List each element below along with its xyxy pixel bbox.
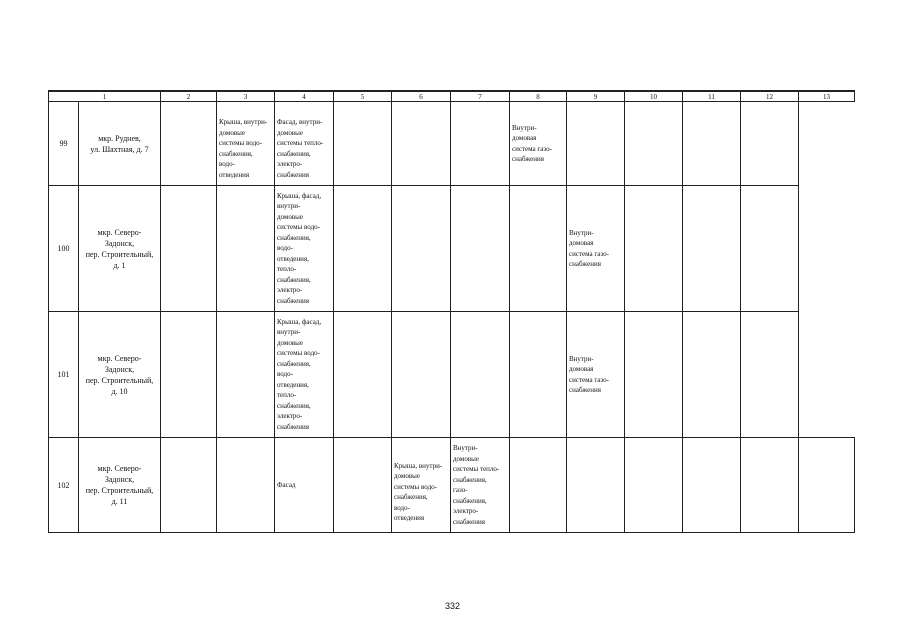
text-line: Внутри- (453, 444, 478, 452)
text-line: д. 10 (111, 386, 128, 396)
empty-cell (567, 438, 625, 533)
text-line: внутри- (277, 202, 301, 211)
text-line: снабжения, (277, 233, 311, 242)
row-number: 100 (49, 186, 79, 312)
header-cell: 5 (334, 91, 392, 102)
text-line: системы водо- (277, 223, 320, 232)
text-line: домовые (394, 472, 420, 480)
empty-cell (161, 312, 217, 438)
text-line: отведения (394, 514, 425, 522)
works-cell (510, 102, 567, 186)
works-cell (275, 102, 334, 186)
text-line: водо- (277, 370, 293, 379)
text-line: снабжения, (277, 401, 311, 410)
text-line: снабжения, (277, 359, 311, 368)
text-line: снабжения, (453, 496, 487, 505)
empty-cell (510, 312, 567, 438)
header-cell: 9 (567, 91, 625, 102)
text-line: домовая (569, 239, 594, 247)
text-line: система газо- (569, 375, 609, 384)
header-row (49, 91, 855, 102)
page-number: 332 (444, 601, 461, 611)
header-cell: 7 (451, 91, 510, 102)
text-line: ул. Шахтная, д. 7 (90, 144, 149, 154)
text-line: электро- (453, 507, 479, 515)
empty-cell (217, 312, 275, 438)
text-line: системы тепло- (277, 139, 324, 147)
empty-cell (161, 102, 217, 186)
empty-cell (334, 312, 392, 438)
empty-cell (392, 186, 451, 312)
text-line: системы тепло- (453, 465, 500, 473)
text-line: д. 11 (111, 497, 128, 506)
empty-cell (567, 102, 625, 186)
text-line: Крыша, внутри- (219, 118, 268, 126)
text-line: Задонск, (104, 238, 135, 248)
empty-cell (161, 438, 217, 533)
text-line: система газо- (512, 144, 552, 153)
text-line: водо- (219, 160, 235, 168)
text-line: тепло- (277, 265, 297, 274)
empty-cell (392, 312, 451, 438)
text-line: Крыша, фасад, (277, 317, 322, 326)
text-line: снабжения (569, 260, 601, 268)
empty-cell (625, 186, 683, 312)
text-line: мкр. Северо- (97, 353, 142, 363)
text-line: пер. Строительный, (85, 249, 154, 259)
row-number: 102 (49, 438, 79, 533)
works-cell (567, 186, 625, 312)
text-line: снабжения (453, 517, 485, 526)
text-line: Крыша, внутри- (394, 461, 443, 470)
header-cell: 13 (799, 91, 855, 102)
header-cell: 1 (49, 91, 161, 102)
empty-cell (799, 438, 855, 533)
works-cell (451, 438, 510, 533)
empty-cell (451, 102, 510, 186)
empty-cell (625, 102, 683, 186)
address-cell (79, 102, 161, 186)
empty-cell (683, 186, 741, 312)
text-line: домовая (512, 134, 537, 142)
text-line: снабжения (277, 422, 309, 431)
empty-cell (625, 438, 683, 533)
empty-cell (334, 438, 392, 533)
text-line: отведения (219, 170, 250, 179)
empty-cell (683, 312, 741, 438)
text-line: системы водо- (277, 349, 320, 358)
text-line: системы водо- (219, 139, 262, 147)
text-line: домовая (569, 365, 594, 373)
empty-cell (451, 186, 510, 312)
empty-cell (741, 438, 799, 533)
text-line: мкр. Северо- (97, 227, 142, 237)
text-line: Задонск, (104, 364, 135, 374)
empty-cell (217, 186, 275, 312)
text-line: домовые (277, 128, 303, 137)
text-line: внутри- (277, 328, 301, 337)
text-line: электро- (277, 412, 303, 421)
header-cell: 2 (161, 91, 217, 102)
header-cell: 10 (625, 91, 683, 102)
empty-cell (510, 438, 567, 533)
works-cell (275, 186, 334, 312)
text-line: домовые (277, 338, 303, 347)
empty-cell (161, 186, 217, 312)
text-line: снабжения (512, 155, 544, 163)
works-table (48, 90, 855, 533)
works-cell (275, 438, 334, 533)
text-line: водо- (394, 503, 410, 512)
empty-cell (217, 438, 275, 533)
row-number: 99 (49, 102, 79, 186)
empty-cell (334, 102, 392, 186)
text-line: снабжения, (277, 275, 311, 284)
text-line: пер. Строительный, (85, 486, 154, 495)
address-cell (79, 438, 161, 533)
empty-cell (683, 102, 741, 186)
header-cell: 12 (741, 91, 799, 102)
text-line: Фасад, внутри- (277, 118, 323, 126)
text-line: системы водо- (394, 482, 437, 491)
text-line: мкр. Северо- (97, 464, 142, 473)
empty-cell (625, 312, 683, 438)
header-cell: 11 (683, 91, 741, 102)
header-cell: 8 (510, 91, 567, 102)
empty-cell (451, 312, 510, 438)
text-line: отведения, (277, 254, 309, 263)
works-cell (567, 312, 625, 438)
text-line: снабжения, (277, 149, 311, 158)
table-row (49, 438, 855, 533)
text-line: снабжения, (453, 475, 487, 484)
text-line: мкр. Руднев, (98, 133, 141, 143)
text-line: Фасад (277, 480, 296, 489)
empty-cell (683, 438, 741, 533)
header-cell: 6 (392, 91, 451, 102)
empty-cell (741, 102, 799, 186)
empty-cell (510, 186, 567, 312)
empty-cell (741, 186, 799, 312)
text-line: Внутри- (569, 354, 594, 363)
text-line: электро- (277, 286, 303, 295)
text-line: Внутри- (512, 123, 537, 132)
empty-cell (741, 312, 799, 438)
empty-cell (392, 102, 451, 186)
text-line: отведения, (277, 380, 309, 389)
row-number: 101 (49, 312, 79, 438)
text-line: снабжения, (394, 493, 428, 501)
text-line: д. 1 (113, 260, 126, 270)
header-cell: 4 (275, 91, 334, 102)
text-line: снабжения (569, 386, 601, 394)
works-cell (217, 102, 275, 186)
works-cell (392, 438, 451, 533)
text-line: газо- (453, 486, 468, 494)
table-row (49, 102, 855, 186)
text-line: снабжения (277, 170, 309, 179)
address-cell (79, 312, 161, 438)
text-line: электро- (277, 160, 303, 168)
text-line: пер. Строительный, (85, 375, 154, 385)
text-line: домовые (219, 128, 245, 137)
header-cell: 3 (217, 91, 275, 102)
text-line: снабжения, (219, 149, 253, 158)
table-row (49, 312, 855, 438)
text-line: Задонск, (104, 475, 135, 484)
table-row (49, 186, 855, 312)
works-cell (275, 312, 334, 438)
address-cell (79, 186, 161, 312)
text-line: система газо- (569, 249, 609, 258)
text-line: снабжения (277, 296, 309, 305)
text-line: тепло- (277, 391, 297, 400)
text-line: Крыша, фасад, (277, 191, 322, 200)
text-line: Внутри- (569, 228, 594, 237)
text-line: домовые (277, 212, 303, 221)
text-line: домовые (453, 454, 479, 463)
empty-cell (334, 186, 392, 312)
text-line: водо- (277, 244, 293, 253)
